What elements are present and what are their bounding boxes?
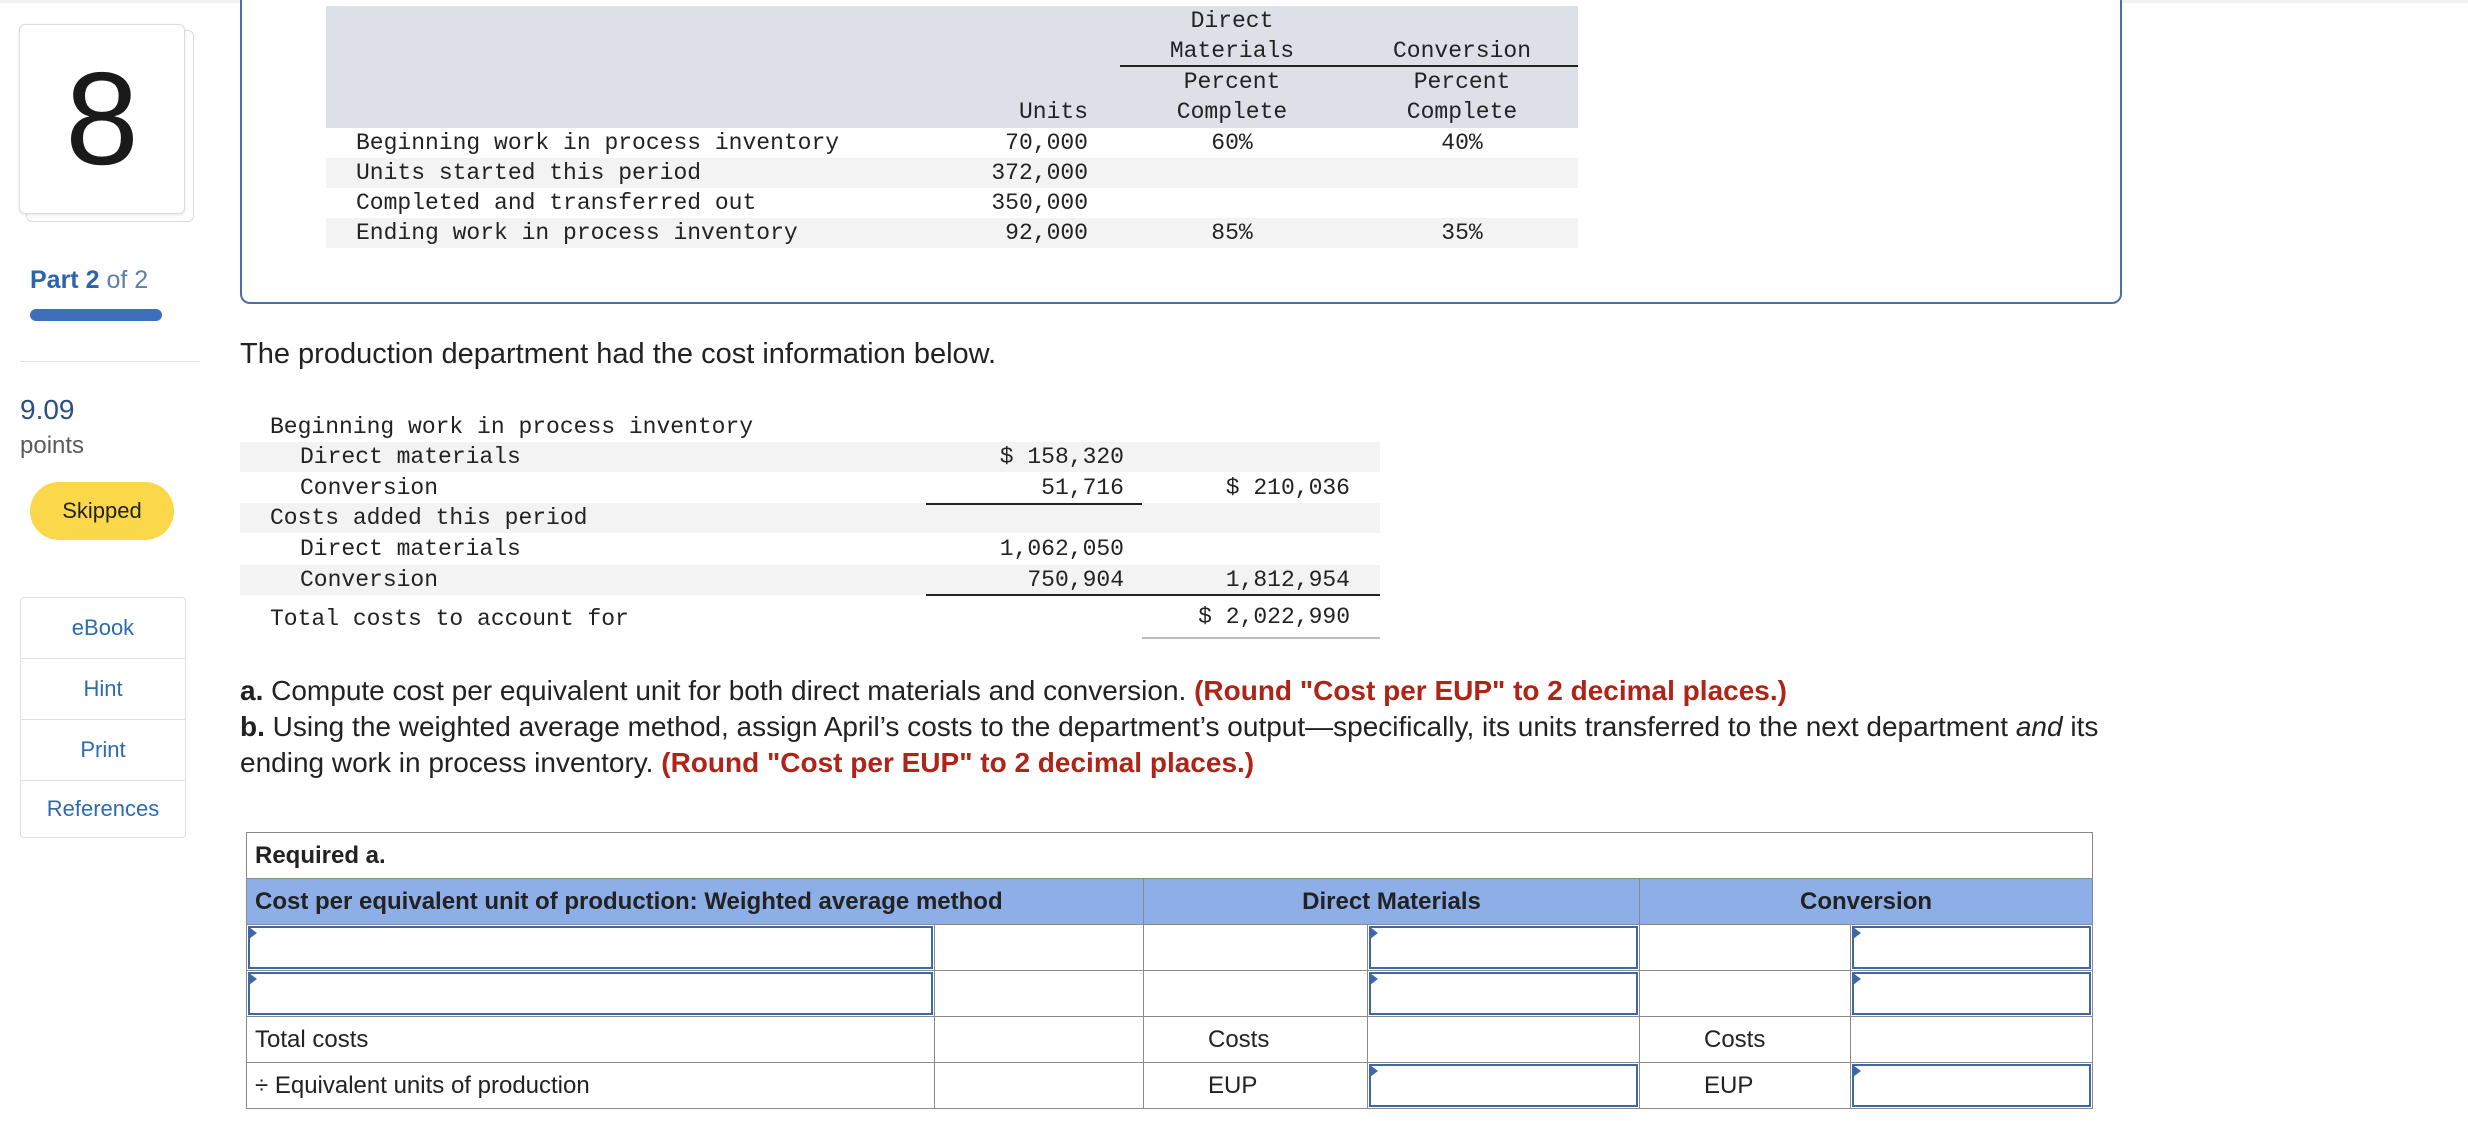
inventory-row-units: 70,000 (1005, 130, 1088, 156)
cost-total: $ 210,036 (1225, 475, 1350, 501)
cost-heading: Costs added this period (270, 505, 588, 531)
cost-total: 1,812,954 (1225, 567, 1350, 593)
units-header: Units (1018, 99, 1088, 125)
inventory-row-label: Beginning work in process inventory (356, 130, 840, 156)
sum-underline (926, 594, 1142, 596)
cost-value: 1,062,050 (999, 536, 1124, 562)
conv-eup-input[interactable] (1851, 1063, 2093, 1109)
inventory-row-cv: 40% (1441, 130, 1483, 156)
cost-label: Direct materials (300, 444, 521, 470)
empty-cell (935, 1017, 1144, 1063)
inventory-row-label: Units started this period (356, 160, 702, 186)
cv-header-line: Percent (1413, 69, 1511, 95)
empty-cell (1144, 971, 1368, 1017)
dm-header-line: Percent (1183, 69, 1281, 95)
inventory-row-label: Completed and transferred out (356, 190, 757, 216)
dm-eup-word: EUP (1144, 1063, 1368, 1109)
cost-intro-text: The production department had the cost information below. (240, 338, 997, 370)
cv-header-line: Complete (1406, 99, 1518, 125)
hint-link[interactable]: Hint (21, 659, 185, 720)
instructions (240, 673, 2120, 781)
row1-conv-input[interactable] (1851, 925, 2093, 971)
row1-dm-input[interactable] (1368, 925, 1640, 971)
conv-eup-word: EUP (1640, 1063, 1851, 1109)
part-progress-bar (30, 309, 162, 321)
empty-cell (1851, 1017, 2093, 1063)
print-link[interactable]: Print (21, 720, 185, 781)
status-badge: Skipped (30, 482, 174, 540)
answer-header-title: Cost per equivalent unit of production: Weighted average method (247, 879, 1144, 925)
cv-header-line: Conversion (1392, 38, 1532, 64)
answer-header-conv: Conversion (1640, 879, 2093, 925)
total-costs-label: Total costs (247, 1017, 935, 1063)
sum-underline (926, 503, 1142, 505)
inventory-row-label: Ending work in process inventory (356, 220, 798, 246)
inventory-row-dm: 60% (1211, 130, 1253, 156)
answer-header-dm: Direct Materials (1144, 879, 1640, 925)
empty-cell (935, 971, 1144, 1017)
required-label: Required a. (247, 833, 2093, 879)
empty-cell (935, 925, 1144, 971)
dm-eup-input[interactable] (1368, 1063, 1640, 1109)
inventory-row-dm: 85% (1211, 220, 1253, 246)
inventory-row-units: 92,000 (1005, 220, 1088, 246)
cost-label: Conversion (300, 567, 439, 593)
sidebar-divider (20, 361, 200, 362)
ebook-link[interactable]: eBook (21, 598, 185, 659)
dm-costs-word: Costs (1144, 1017, 1368, 1063)
row2-conv-input[interactable] (1851, 971, 2093, 1017)
dm-header-line: Direct (1190, 8, 1274, 34)
empty-cell (1640, 925, 1851, 971)
instruction-b: b. Using the weighted average method, assign April’s costs to the department’s output—specifically, its units transferred to the next department and its ending work in process inventory. (Round "Cost per EUP" to 2 decimal places.) (240, 711, 2099, 778)
cost-label: Conversion (300, 475, 439, 501)
cost-value: 51,716 (1041, 475, 1124, 501)
empty-cell (1640, 971, 1851, 1017)
cost-value: $ 158,320 (999, 444, 1124, 470)
empty-cell (1144, 925, 1368, 971)
answer-table (246, 832, 2093, 1109)
empty-cell (1368, 1017, 1640, 1063)
inventory-row-units: 350,000 (991, 190, 1088, 216)
question-number-card[interactable] (19, 24, 185, 214)
inventory-row-units: 372,000 (991, 160, 1088, 186)
grand-total-underline (1142, 637, 1380, 639)
conv-costs-word: Costs (1640, 1017, 1851, 1063)
inventory-row-cv: 35% (1441, 220, 1483, 246)
cost-label: Direct materials (300, 536, 521, 562)
empty-cell (935, 1063, 1144, 1109)
instruction-a: a. Compute cost per equivalent unit for both direct materials and conversion. (Round "Cost per EUP" to 2 decimal places.) (240, 675, 1787, 706)
row1-label-input[interactable] (247, 925, 935, 971)
cost-total-label: Total costs to account for (270, 606, 629, 632)
dm-header-line: Complete (1176, 99, 1288, 125)
cost-heading: Beginning work in process inventory (270, 414, 754, 440)
references-link[interactable]: References (46, 796, 160, 821)
dm-header-line: Materials (1169, 38, 1295, 64)
points-value: 9.09 (20, 394, 75, 425)
points-label: points (20, 432, 85, 459)
part-progress-label: Part 2 of 2 (30, 266, 149, 294)
row2-dm-input[interactable] (1368, 971, 1640, 1017)
eup-label: ÷ Equivalent units of production (247, 1063, 935, 1109)
row2-label-input[interactable] (247, 971, 935, 1017)
cost-value: 750,904 (1027, 567, 1124, 593)
resource-tools (20, 597, 186, 838)
grand-total: $ 2,022,990 (1198, 604, 1350, 630)
question-number: 8 (65, 45, 139, 192)
sum-underline (1142, 594, 1380, 596)
